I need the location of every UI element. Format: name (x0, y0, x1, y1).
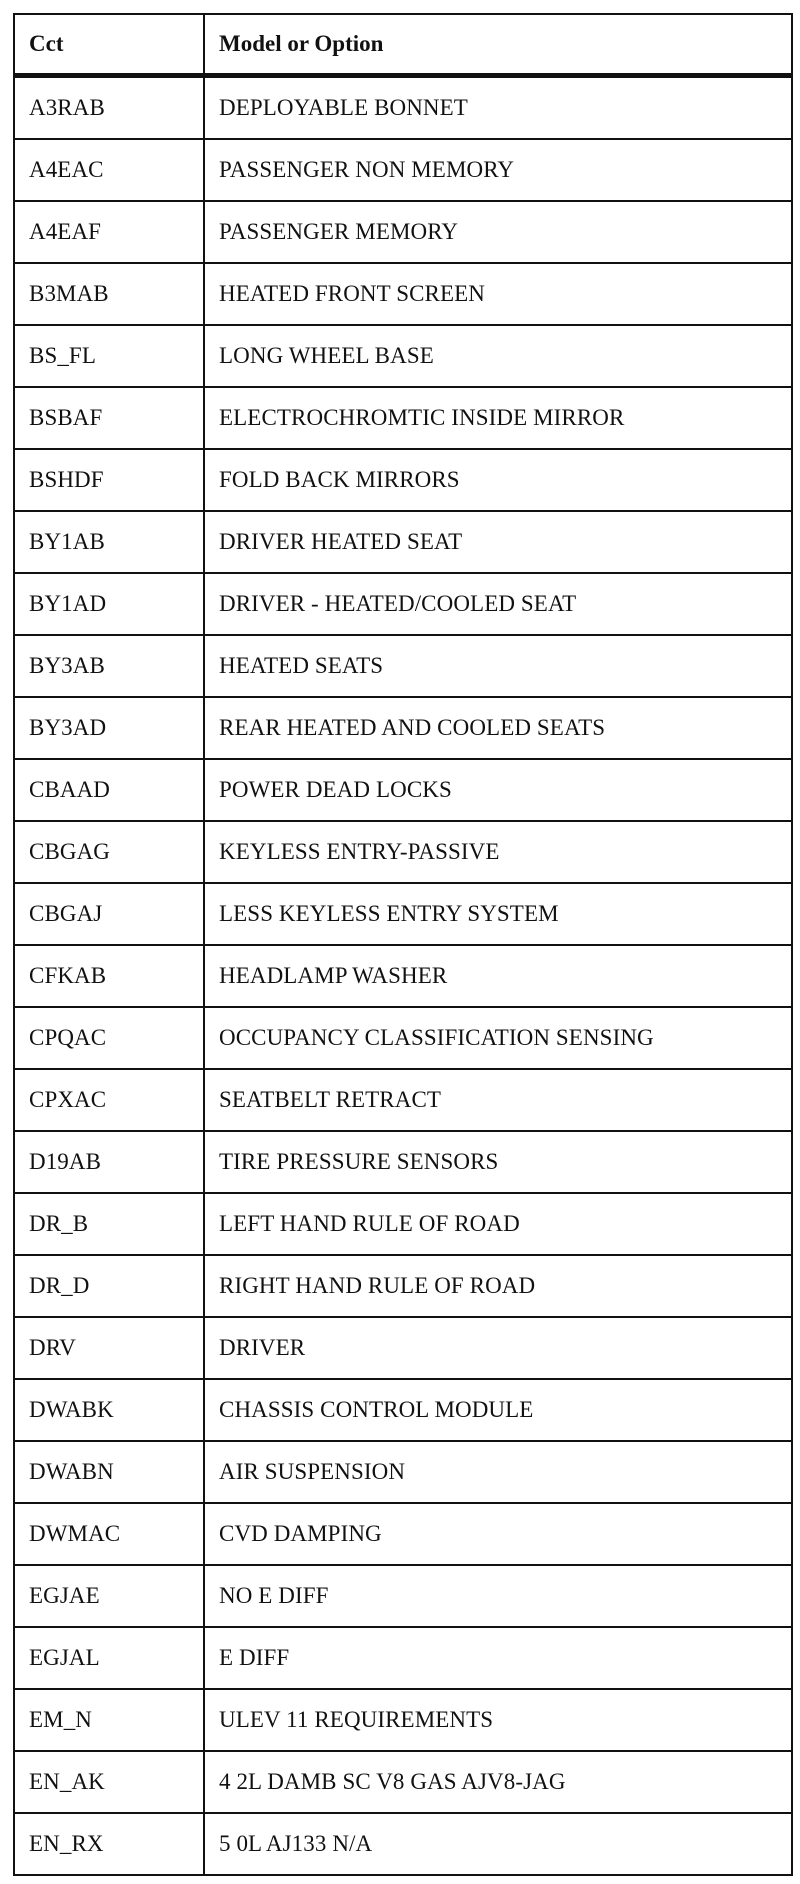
option-cell: FOLD BACK MIRRORS (204, 449, 792, 511)
table-row (14, 635, 792, 697)
option-cell: POWER DEAD LOCKS (204, 759, 792, 821)
cct-cell: B3MAB (14, 263, 204, 325)
cct-cell: EM_N (14, 1689, 204, 1751)
cct-cell: A4EAC (14, 139, 204, 201)
option-cell: LONG WHEEL BASE (204, 325, 792, 387)
cct-cell: DRV (14, 1317, 204, 1379)
option-cell: PASSENGER MEMORY (204, 201, 792, 263)
option-cell: ELECTROCHROMTIC INSIDE MIRROR (204, 387, 792, 449)
option-cell: SEATBELT RETRACT (204, 1069, 792, 1131)
table-body (14, 76, 792, 1876)
option-cell: DRIVER - HEATED/COOLED SEAT (204, 573, 792, 635)
table-row (14, 1813, 792, 1875)
table-row (14, 1441, 792, 1503)
cct-cell: D19AB (14, 1131, 204, 1193)
option-cell: DRIVER HEATED SEAT (204, 511, 792, 573)
table-row (14, 1751, 792, 1813)
option-table-container (13, 13, 793, 1876)
table-row (14, 1007, 792, 1069)
table-row (14, 139, 792, 201)
cct-cell: DR_D (14, 1255, 204, 1317)
cct-cell: CBAAD (14, 759, 204, 821)
cct-cell: DWABN (14, 1441, 204, 1503)
option-cell: CVD DAMPING (204, 1503, 792, 1565)
option-cell: HEADLAMP WASHER (204, 945, 792, 1007)
option-cell: KEYLESS ENTRY-PASSIVE (204, 821, 792, 883)
option-table (13, 13, 793, 1876)
table-row (14, 263, 792, 325)
option-cell: LEFT HAND RULE OF ROAD (204, 1193, 792, 1255)
option-cell: AIR SUSPENSION (204, 1441, 792, 1503)
header-model-or-option: Model or Option (204, 14, 792, 76)
table-row (14, 821, 792, 883)
option-cell: E DIFF (204, 1627, 792, 1689)
table-row (14, 511, 792, 573)
table-row (14, 1131, 792, 1193)
option-cell: DRIVER (204, 1317, 792, 1379)
table-row (14, 945, 792, 1007)
table-row (14, 76, 792, 140)
table-row (14, 1503, 792, 1565)
option-cell: PASSENGER NON MEMORY (204, 139, 792, 201)
table-row (14, 1255, 792, 1317)
option-cell: CHASSIS CONTROL MODULE (204, 1379, 792, 1441)
option-cell: NO E DIFF (204, 1565, 792, 1627)
cct-cell: DR_B (14, 1193, 204, 1255)
cct-cell: CFKAB (14, 945, 204, 1007)
option-cell: LESS KEYLESS ENTRY SYSTEM (204, 883, 792, 945)
table-row (14, 1689, 792, 1751)
option-cell: HEATED SEATS (204, 635, 792, 697)
option-cell: 5 0L AJ133 N/A (204, 1813, 792, 1875)
table-row (14, 697, 792, 759)
cct-cell: A3RAB (14, 76, 204, 140)
header-cct: Cct (14, 14, 204, 76)
option-cell: HEATED FRONT SCREEN (204, 263, 792, 325)
option-cell: RIGHT HAND RULE OF ROAD (204, 1255, 792, 1317)
cct-cell: CPQAC (14, 1007, 204, 1069)
cct-cell: BSBAF (14, 387, 204, 449)
table-row (14, 1565, 792, 1627)
cct-cell: DWABK (14, 1379, 204, 1441)
table-row (14, 1069, 792, 1131)
cct-cell: BSHDF (14, 449, 204, 511)
option-cell: ULEV 11 REQUIREMENTS (204, 1689, 792, 1751)
cct-cell: BS_FL (14, 325, 204, 387)
cct-cell: CBGAG (14, 821, 204, 883)
cct-cell: DWMAC (14, 1503, 204, 1565)
table-row (14, 1317, 792, 1379)
table-row (14, 1379, 792, 1441)
cct-cell: A4EAF (14, 201, 204, 263)
table-row (14, 325, 792, 387)
option-cell: TIRE PRESSURE SENSORS (204, 1131, 792, 1193)
cct-cell: CPXAC (14, 1069, 204, 1131)
option-cell: REAR HEATED AND COOLED SEATS (204, 697, 792, 759)
table-row (14, 573, 792, 635)
cct-cell: EN_RX (14, 1813, 204, 1875)
table-row (14, 759, 792, 821)
table-row (14, 449, 792, 511)
header-row (14, 14, 792, 76)
table-header (14, 14, 792, 76)
cct-cell: BY3AB (14, 635, 204, 697)
cct-cell: BY1AD (14, 573, 204, 635)
option-cell: 4 2L DAMB SC V8 GAS AJV8-JAG (204, 1751, 792, 1813)
cct-cell: BY1AB (14, 511, 204, 573)
option-cell: DEPLOYABLE BONNET (204, 76, 792, 140)
option-cell: OCCUPANCY CLASSIFICATION SENSING (204, 1007, 792, 1069)
cct-cell: CBGAJ (14, 883, 204, 945)
cct-cell: BY3AD (14, 697, 204, 759)
table-row (14, 201, 792, 263)
cct-cell: EGJAE (14, 1565, 204, 1627)
table-row (14, 1193, 792, 1255)
table-row (14, 883, 792, 945)
table-row (14, 1627, 792, 1689)
cct-cell: EN_AK (14, 1751, 204, 1813)
table-row (14, 387, 792, 449)
cct-cell: EGJAL (14, 1627, 204, 1689)
